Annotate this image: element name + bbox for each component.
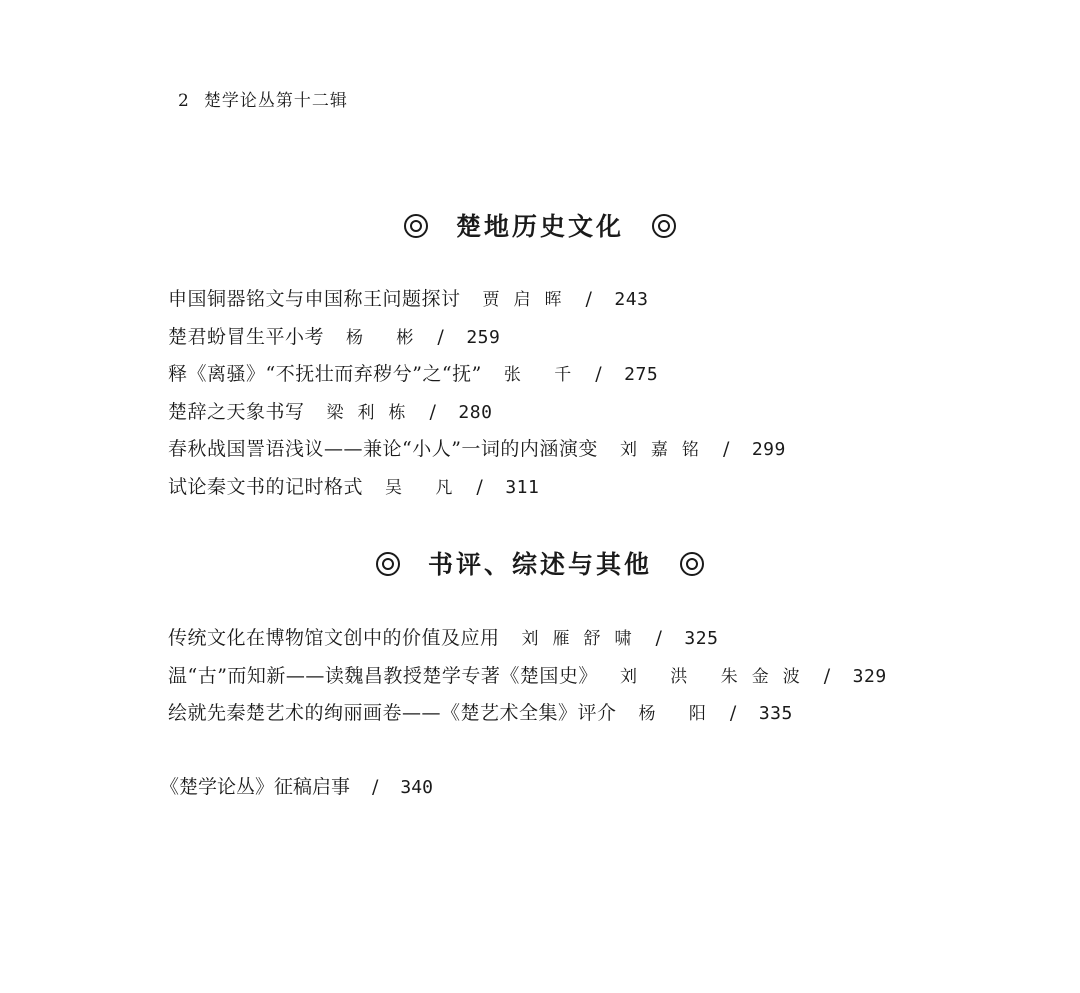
entry-author: 杨 彬	[346, 327, 428, 348]
toc-list-history	[168, 281, 786, 507]
entry-separator: /	[729, 702, 737, 725]
entry-title: 传统文化在博物馆文创中的价值及应用	[168, 627, 500, 649]
toc-entry[interactable]	[168, 469, 786, 507]
entry-title: 春秋战国詈语浅议——兼论“小人”一词的内涵演变	[168, 438, 598, 461]
entry-separator: /	[823, 664, 831, 687]
entry-separator: /	[585, 288, 593, 310]
running-head	[178, 86, 348, 111]
entry-separator: /	[429, 400, 437, 423]
entry-page: 311	[505, 476, 540, 498]
entry-title: 楚辞之天象书写	[168, 400, 305, 423]
entry-page: 275	[624, 364, 659, 386]
book-title: 楚学论丛第十二辑	[203, 91, 348, 111]
entry-title: 试论秦文书的记时格式	[168, 475, 364, 498]
toc-entry[interactable]	[168, 356, 786, 394]
entry-author: 刘 洪 朱金波	[619, 666, 814, 687]
entry-separator: /	[722, 438, 730, 461]
toc-entry[interactable]	[168, 394, 786, 432]
entry-page: 259	[466, 326, 501, 348]
entry-separator: /	[476, 475, 484, 498]
double-circle-icon	[680, 552, 704, 576]
toc-entry[interactable]	[168, 695, 887, 733]
toc-entry[interactable]	[168, 281, 786, 319]
entry-page: 299	[751, 439, 786, 461]
double-circle-icon	[404, 214, 428, 238]
entry-page: 243	[614, 289, 649, 310]
section-title-history	[0, 207, 1080, 243]
toc-list-reviews	[168, 620, 887, 733]
entry-separator: /	[372, 776, 379, 798]
entry-separator: /	[437, 325, 445, 348]
notice-title: 《楚学论丛》征稿启事	[160, 776, 351, 798]
double-circle-icon	[376, 552, 400, 576]
entry-author: 张 千	[503, 365, 586, 386]
entry-author: 刘嘉铭	[619, 440, 713, 461]
entry-title: 释《离骚》“不抚壮而弃秽兮”之“抚”	[168, 363, 482, 386]
entry-title: 绘就先秦楚艺术的绚丽画卷——《楚艺术全集》评介	[168, 702, 617, 725]
section-heading: 书评、综述与其他	[427, 550, 652, 579]
entry-title: 温“古”而知新——读魏昌教授楚学专著《楚国史》	[168, 664, 598, 687]
entry-page: 280	[458, 401, 493, 423]
entry-author: 吴 凡	[385, 477, 467, 498]
page-number: 2	[178, 91, 190, 111]
entry-author: 贾启晖	[482, 290, 576, 310]
entry-separator: /	[655, 627, 663, 649]
call-for-papers-entry[interactable]	[160, 772, 433, 799]
entry-author: 刘雁舒啸	[521, 629, 646, 649]
section-title-reviews	[0, 545, 1080, 581]
entry-page: 325	[684, 628, 719, 649]
entry-title: 申国铜器铭文与申国称王问题探讨	[168, 288, 461, 310]
entry-page: 335	[758, 703, 793, 725]
entry-separator: /	[595, 363, 603, 386]
notice-page: 340	[400, 777, 433, 798]
toc-entry[interactable]	[168, 431, 786, 469]
entry-author: 杨 阳	[638, 704, 720, 725]
entry-page: 329	[852, 665, 887, 687]
toc-entry[interactable]	[168, 620, 887, 658]
double-circle-icon	[652, 214, 676, 238]
toc-entry[interactable]	[168, 319, 786, 357]
entry-author: 梁利栋	[326, 402, 420, 423]
entry-title: 楚君蚡冒生平小考	[168, 325, 325, 348]
section-heading: 楚地历史文化	[455, 212, 624, 241]
toc-entry[interactable]	[168, 658, 887, 696]
